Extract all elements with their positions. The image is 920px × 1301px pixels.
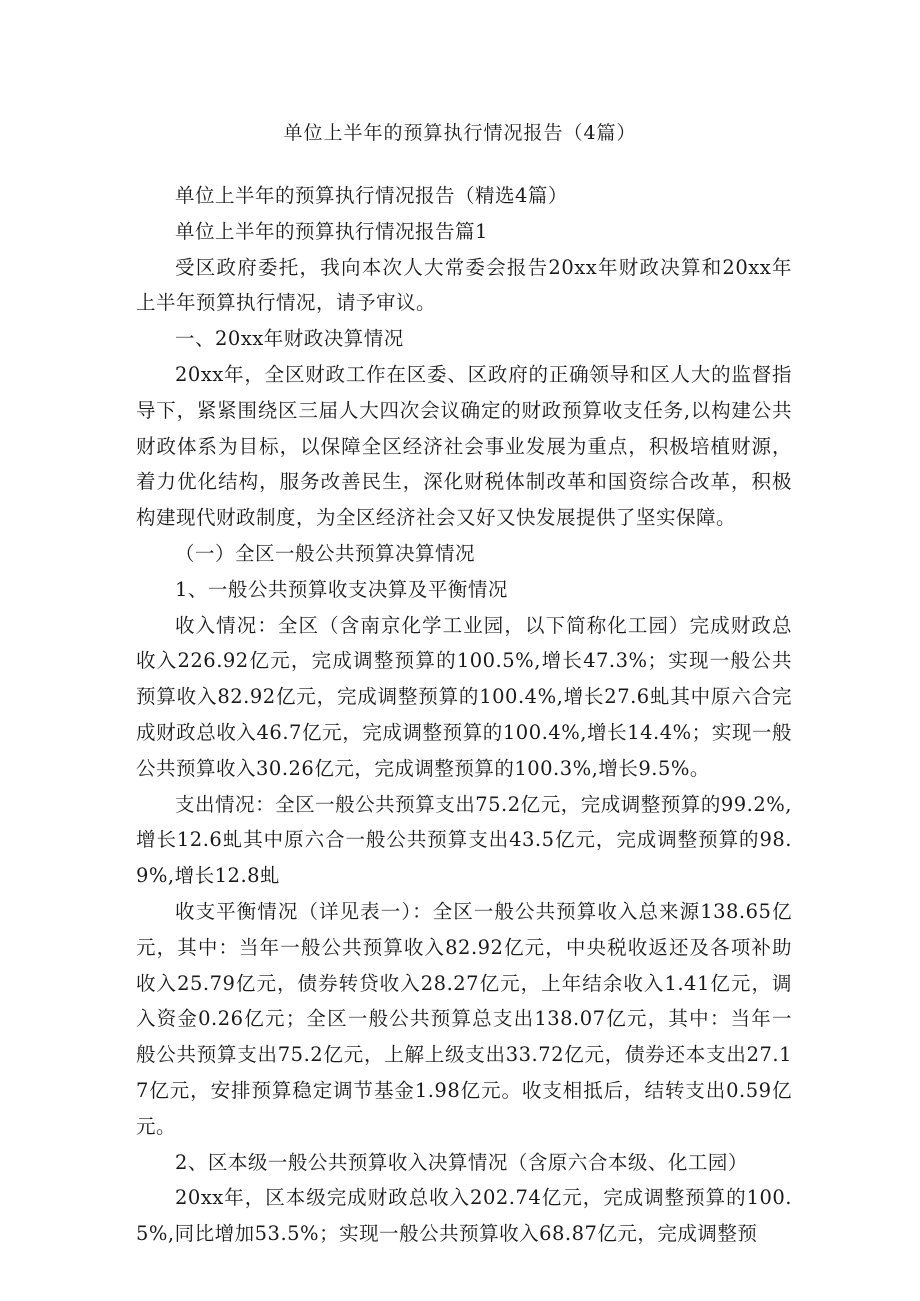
subsection-heading: （一）全区一般公共预算决算情况	[175, 541, 476, 565]
body-paragraph: 受区政府委托，我向本次人大常委会报告20xx年财政决算和20xx年上半年预算执行情况，请予审议。	[136, 255, 792, 315]
section-heading: 单位上半年的预算执行情况报告篇1	[175, 219, 488, 243]
subsection-heading: 2、区本级一般公共预算收入决算情况（含原六合本级、化工园）	[175, 1150, 748, 1174]
document-body	[136, 178, 792, 1252]
body-paragraph: 20xx年，区本级完成财政总收入202.74亿元，完成调整预算的100.5%,同比增加53.5%；实现一般公共预算收入68.87亿元，完成调整预	[136, 1186, 792, 1246]
body-paragraph: 20xx年，全区财政工作在区委、区政府的正确领导和区人大的监督指导下，紧紧围绕区三届人大四次会议确定的财政预算收支任务,以构建公共财政体系为目标，以保障全区经济社会事业发展为重点，积极培植财源，着力优化结构，服务改善民生，深化财税体制改革和国资综合改革，积极构建现代财政制度，为全区经济社会又好又快发展提供了坚实保障。	[136, 362, 792, 530]
document-title: 单位上半年的预算执行情况报告（4篇）	[283, 122, 637, 144]
subtitle-paragraph: 单位上半年的预算执行情况报告（精选4篇）	[175, 184, 568, 207]
body-paragraph: 收入情况：全区（含南京化学工业园，以下简称化工园）完成财政总收入226.92亿元，完成调整预算的100.5%,增长47.3%；实现一般公共预算收入82.92亿元，完成调整预算的100.4%,增长27.6虬其中原六合完成财政总收入46.7亿元，完成调整预算的100.4%,增长14.4%；实现一般公共预算收入30.26亿元，完成调整预算的100.3%,增长9.5%。	[136, 613, 792, 780]
body-paragraph: 支出情况：全区一般公共预算支出75.2亿元，完成调整预算的99.2%,增长12.6虬其中原六合一般公共预算支出43.5亿元，完成调整预算的98.9%,增长12.8虬	[136, 792, 792, 888]
subsection-heading: 1、一般公共预算收支决算及平衡情况	[175, 577, 508, 601]
section-heading: 一、20xx年财政决算情况	[175, 327, 404, 351]
body-paragraph: 收支平衡情况（详见表一）：全区一般公共预算收入总来源138.65亿元，其中：当年一般公共预算收入82.92亿元，中央税收返还及各项补助收入25.79亿元，债券转贷收入28.27亿元，上年结余收入1.41亿元，调入资金0.26亿元；全区一般公共预算总支出138.07亿元，其中：当年一般公共预算支出75.2亿元，上解上级支出33.72亿元，债券还本支出27.17亿元，安排预算稳定调节基金1.98亿元。收支相抵后，结转支出0.59亿元。	[136, 899, 792, 1138]
